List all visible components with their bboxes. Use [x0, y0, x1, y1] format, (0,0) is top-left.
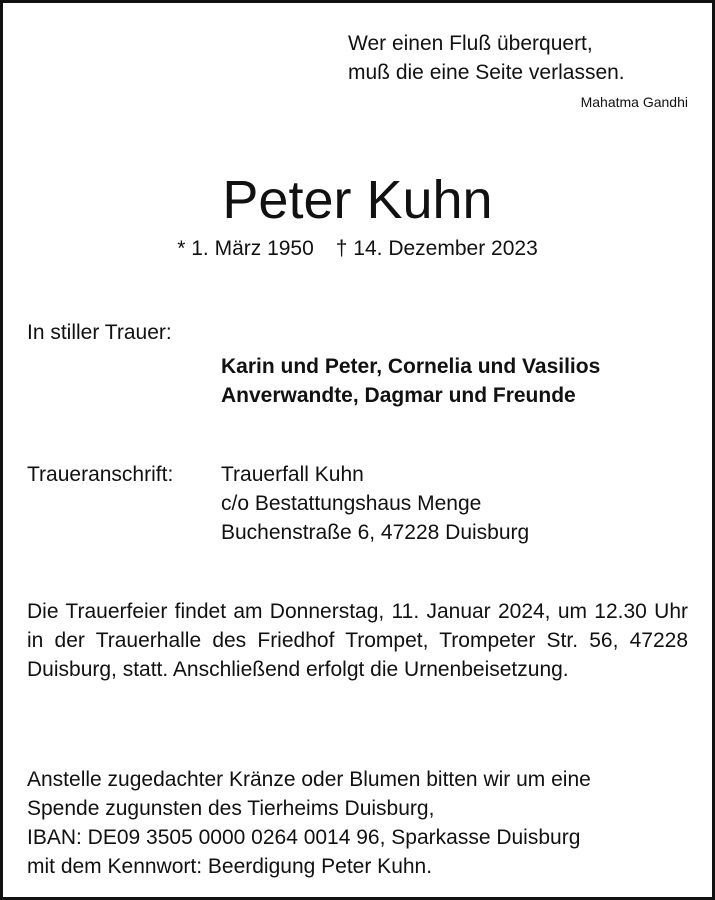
quote-line-1: Wer einen Fluß überquert,: [348, 32, 593, 55]
death-date: † 14. Dezember 2023: [335, 237, 538, 260]
mourners-line-1: Karin und Peter, Cornelia und Vasilios: [221, 355, 601, 378]
quote-author: Mahatma Gandhi: [580, 94, 688, 110]
birth-date: * 1. März 1950: [177, 237, 314, 260]
quote-line-2: muß die eine Seite verlassen.: [348, 61, 625, 84]
life-dates: [3, 235, 712, 263]
address-line-1: Trauerfall Kuhn: [221, 463, 364, 486]
address-line-3: Buchenstraße 6, 47228 Duisburg: [221, 521, 530, 544]
mourners-line-2: Anverwandte, Dagmar und Freunde: [221, 384, 576, 407]
address-label: Traueranschrift:: [27, 463, 174, 486]
ceremony-paragraph: Die Trauerfeier findet am Donnerstag, 11. Januar 2024, um 12.30 Uhr in der Trauerhalle des Friedhof Trompet, Trompeter Str. 56, 47228 Duisburg, statt. Anschließend erfolgt die Urnenbeisetzung.: [27, 600, 688, 681]
deceased-name: Peter Kuhn: [222, 170, 493, 230]
address-line-2: c/o Bestattungshaus Menge: [221, 492, 482, 515]
donation-paragraph: [27, 765, 688, 881]
donation-line-1: Anstelle zugedachter Kränze oder Blumen bitten wir um eine: [27, 768, 591, 791]
donation-line-4: mit dem Kennwort: Beerdigung Peter Kuhn.: [27, 855, 433, 878]
quote-block: [348, 29, 688, 113]
mourning-label: In stiller Trauer:: [27, 321, 172, 344]
mourners-list: [221, 352, 600, 410]
mourning-address: [221, 460, 529, 547]
donation-line-2: Spende zugunsten des Tierheims Duisburg,: [27, 797, 435, 820]
donation-line-3: IBAN: DE09 3505 0000 0264 0014 96, Sparkasse Duisburg: [27, 826, 581, 849]
